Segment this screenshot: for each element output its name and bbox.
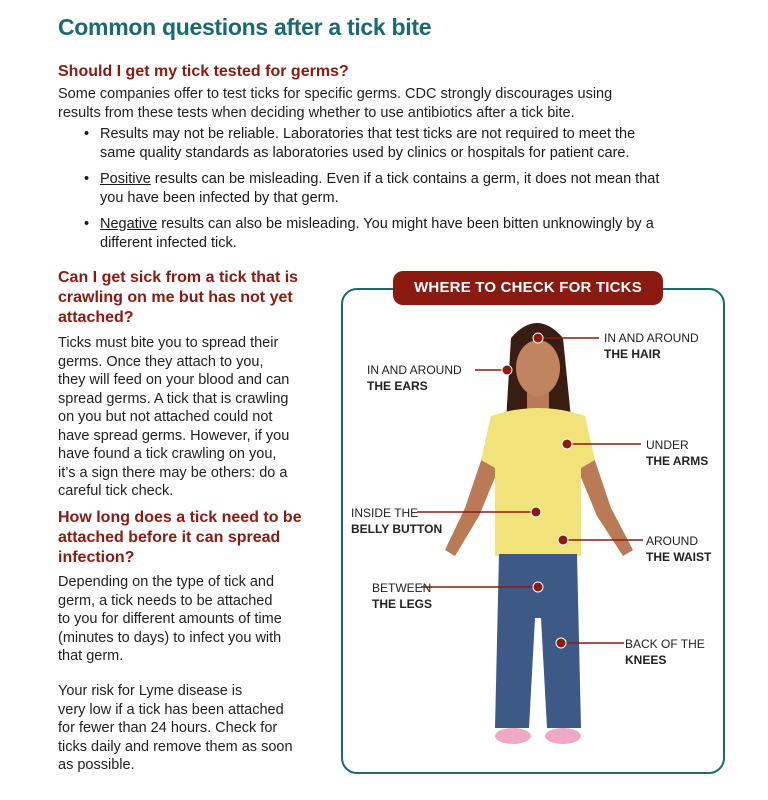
section1-heading: Should I get my tick tested for germs? <box>58 63 349 80</box>
body-line: for fewer than 24 hours. Check for <box>58 720 278 736</box>
heading-line: attached before it can spread <box>58 529 281 546</box>
heading-line: attached? <box>58 309 134 326</box>
bullet-item <box>82 125 722 162</box>
belly-dot <box>531 507 541 517</box>
label-top: INSIDE THE <box>351 506 419 520</box>
heading-line: infection? <box>58 549 135 566</box>
body-line: Your risk for Lyme disease is <box>58 683 243 699</box>
body-line: Ticks must bite you to spread their <box>58 335 279 351</box>
bullet-line: you have been infected by that germ. <box>100 189 339 206</box>
heading-line: How long does a tick need to be <box>58 509 302 526</box>
ears-dot <box>502 365 512 375</box>
pants-shape <box>495 554 581 728</box>
bullet-item <box>82 170 722 207</box>
label-top: BETWEEN <box>372 581 432 595</box>
label-bottom: KNEES <box>625 653 667 667</box>
heading-line: Can I get sick from a tick that is <box>58 269 299 286</box>
label-bottom: THE HAIR <box>604 347 661 361</box>
body-line: have found a tick crawling on you, <box>58 446 277 462</box>
tick-test-bullets <box>82 125 722 260</box>
bullet-text: results can also be misleading. You might have been bitten unknowingly by a <box>157 216 654 232</box>
bullet-line: Results may not be reliable. Laboratories that test ticks are not required to meet the <box>100 126 636 142</box>
label-belly <box>351 505 442 537</box>
label-top: IN AND AROUND <box>367 363 462 377</box>
section1-intro <box>58 85 738 122</box>
left-shoe-shape <box>495 728 531 744</box>
body-line: to you for different amounts of time <box>58 611 282 627</box>
body-line: germ, a tick needs to be attached <box>58 592 273 609</box>
label-waist <box>646 533 711 565</box>
underlined-term: Positive <box>100 171 151 187</box>
figure-header: WHERE TO CHECK FOR TICKS <box>393 271 663 305</box>
body-line: on you but not attached could not <box>58 409 273 425</box>
face-shape <box>516 340 560 396</box>
bullet-dot: • <box>84 171 90 187</box>
body-line: as possible. <box>58 757 135 773</box>
legs-dot <box>533 582 543 592</box>
bullet-line: different infected tick. <box>100 234 237 251</box>
bullet-line: same quality standards as laboratories used by clinics or hospitals for patient care. <box>100 144 630 161</box>
label-ears <box>367 362 462 394</box>
label-legs <box>372 580 432 612</box>
label-hair <box>604 330 699 362</box>
body-line: it’s a sign there may be others: do a <box>58 464 288 481</box>
label-top: BACK OF THE <box>625 637 705 651</box>
body-line: that germ. <box>58 648 124 664</box>
bullet-dot: • <box>84 216 90 232</box>
shirt-shape <box>481 408 595 556</box>
body-line: ticks daily and remove them as soon <box>58 738 293 755</box>
section2-body <box>58 334 333 501</box>
heading-line: crawling on me but has not yet <box>58 289 293 306</box>
body-line: careful tick check. <box>58 483 174 499</box>
label-bottom: BELLY BUTTON <box>351 522 443 536</box>
body-line: spread germs. A tick that is crawling <box>58 390 289 407</box>
section2-heading <box>58 268 328 328</box>
arms-dot <box>562 439 572 449</box>
body-line: they will feed on your blood and can <box>58 372 290 388</box>
label-bottom: THE ARMS <box>646 454 709 468</box>
hair-dot <box>533 333 543 343</box>
bullet-item <box>82 215 722 252</box>
label-bottom: THE EARS <box>367 379 428 393</box>
label-knees <box>625 636 705 668</box>
body-line: very low if a tick has been attached <box>58 701 284 718</box>
label-top: AROUND <box>646 534 699 548</box>
bullet-line <box>100 170 722 189</box>
section3-body2 <box>58 682 333 775</box>
underlined-term: Negative <box>100 216 158 232</box>
label-bottom: THE WAIST <box>646 550 712 564</box>
body-line: Depending on the type of tick and <box>58 574 275 590</box>
intro-line: Some companies offer to test ticks for specific germs. CDC strongly discourages using <box>58 86 613 102</box>
label-top: UNDER <box>646 438 689 452</box>
label-top: IN AND AROUND <box>604 331 699 345</box>
page-title: Common questions after a tick bite <box>58 14 432 40</box>
label-bottom: THE LEGS <box>372 597 433 611</box>
bullet-line <box>100 215 722 234</box>
bullet-text: results can be misleading. Even if a tick contains a germ, it does not mean that <box>150 171 660 187</box>
section3-heading <box>58 508 328 568</box>
section3-body <box>58 573 333 666</box>
label-arms <box>646 437 708 469</box>
bullet-dot: • <box>84 126 90 142</box>
intro-line: results from these tests when deciding whether to use antibiotics after a tick bite. <box>58 104 575 121</box>
right-shoe-shape <box>545 728 581 744</box>
knees-dot <box>556 638 566 648</box>
body-line: have spread germs. However, if you <box>58 427 290 444</box>
body-line: (minutes to days) to infect you with <box>58 629 282 646</box>
waist-dot <box>558 535 568 545</box>
body-line: germs. Once they attach to you, <box>58 353 264 370</box>
